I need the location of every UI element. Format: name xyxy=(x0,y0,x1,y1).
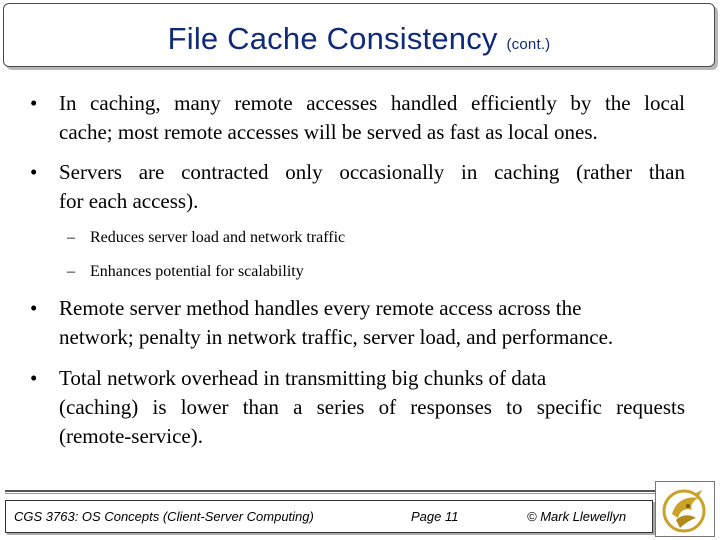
title-main-text: File Cache Consistency xyxy=(167,21,498,56)
bullet-2-line-1: Servers are contracted only occasionally in caching (rather than xyxy=(59,160,685,184)
sub-bullet-marker: – xyxy=(67,229,75,246)
footer-divider-shadow xyxy=(5,493,655,494)
bullet-4-line-3: (remote-service). xyxy=(59,424,203,448)
sub-item-1: Reduces server load and network traffic xyxy=(90,229,346,246)
bullet-2-text xyxy=(59,158,685,216)
bullet-2-line-2: for each access). xyxy=(59,189,199,213)
bullet-marker: • xyxy=(30,91,38,115)
footer-course: CGS 3763: OS Concepts (Client-Server Computing) xyxy=(14,509,314,524)
bullet-3-line-2: network; penalty in network traffic, server load, and performance. xyxy=(59,325,614,349)
footer-bar xyxy=(5,500,653,533)
bullet-1-line-2: cache; most remote accesses will be served as fast as local ones. xyxy=(59,120,598,144)
sub-item-2: Enhances potential for scalability xyxy=(90,263,304,280)
bullet-1-line-1: In caching, many remote accesses handled efficiently by the local xyxy=(59,91,685,115)
bullet-marker: • xyxy=(30,160,38,184)
footer-page-number: Page 11 xyxy=(411,509,459,524)
bullet-marker: • xyxy=(30,366,38,390)
bullet-3-text xyxy=(59,294,685,352)
bullet-1-text xyxy=(59,89,685,147)
bullet-4-line-2: (caching) is lower than a series of responses to specific requests xyxy=(59,395,685,419)
sub-bullet-marker: – xyxy=(67,263,75,280)
title-sub-text: (cont.) xyxy=(506,36,551,53)
footer-author: © Mark Llewellyn xyxy=(527,509,627,524)
bullet-3-line-1: Remote server method handles every remote access across the xyxy=(59,296,582,320)
bullet-4-line-1: Total network overhead in transmitting big chunks of data xyxy=(59,366,547,390)
bullet-marker: • xyxy=(30,296,38,320)
ucf-pegasus-logo-icon xyxy=(655,481,715,537)
footer-divider xyxy=(5,490,655,492)
bullet-4-text xyxy=(59,364,685,451)
